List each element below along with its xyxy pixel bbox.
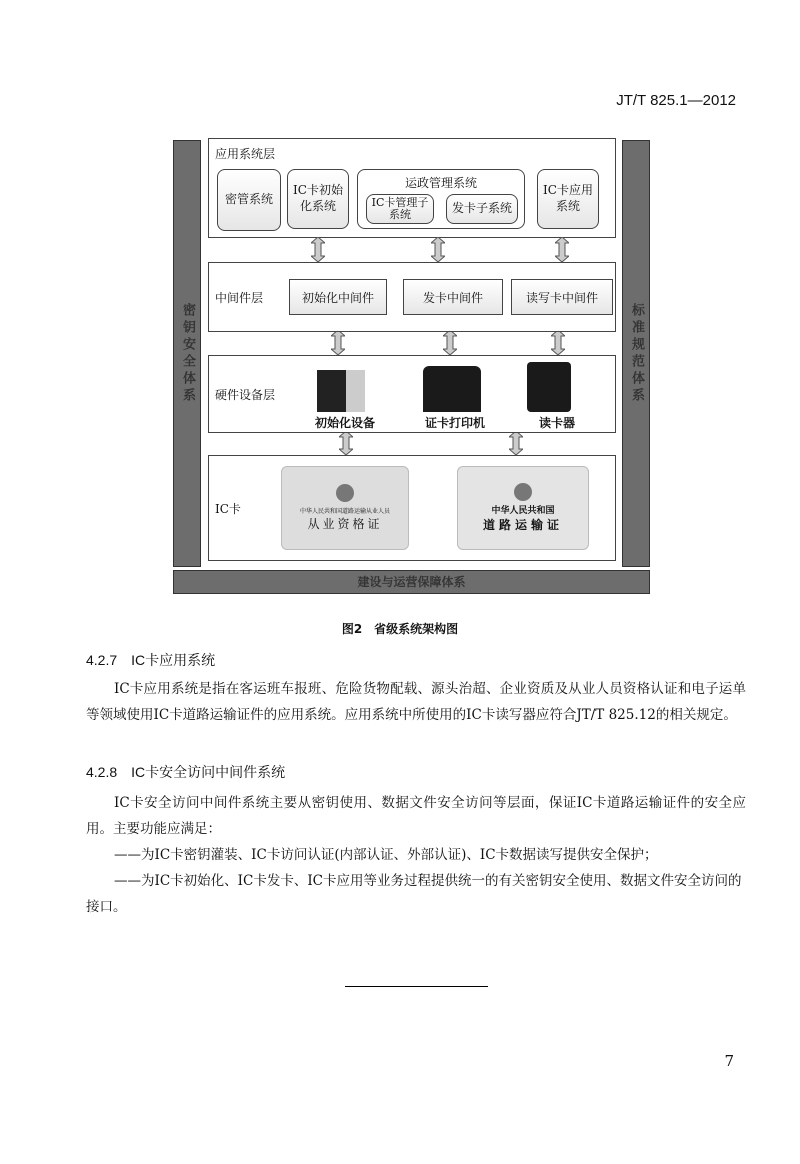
- document-number: JT/T 825.1—2012: [616, 92, 736, 109]
- reader-label: 读卡器: [539, 416, 576, 430]
- ic-init-system: IC卡初始化系统: [287, 169, 349, 229]
- qualification-card-image: [281, 466, 409, 550]
- paragraph: IC卡应用系统是指在客运班车报班、危险货物配载、源头治超、企业资质及从业人员资格认证和电子运单等领域使用IC卡道路运输证件的应用系统。应用系统中所使用的IC卡读写器应符合JT/T 825.12的相关规定。: [86, 681, 746, 723]
- double-arrow-icon: [339, 431, 349, 455]
- list-item: ——为IC卡密钥灌装、IC卡访问认证(内部认证、外部认证)、IC卡数据读写提供安全保护；: [114, 847, 658, 863]
- layer-label: 硬件设备层: [215, 388, 276, 402]
- key-mgmt-system: 密管系统: [217, 169, 281, 231]
- printer-label: 证卡打印机: [425, 416, 486, 430]
- init-middleware: 初始化中间件: [289, 279, 387, 315]
- double-arrow-icon: [551, 330, 561, 355]
- ic-card-layer: [208, 455, 616, 561]
- ic-app-system: IC卡应用系统: [537, 169, 599, 229]
- transport-card-image: [457, 466, 589, 550]
- middleware-layer: [208, 262, 616, 332]
- end-rule: [345, 986, 488, 987]
- double-arrow-icon: [509, 431, 519, 455]
- layer-label: 中间件层: [215, 291, 264, 305]
- card2-subtitle: 中华人民共和国: [491, 506, 555, 516]
- ic-mgmt-subsystem: IC卡管理子系统: [366, 194, 434, 224]
- init-device-label: 初始化设备: [315, 416, 376, 430]
- left-bar-label: 密钥安全体系: [180, 302, 196, 405]
- paragraph: IC卡安全访问中间件系统主要从密钥使用、数据文件安全访问等层面，保证IC卡道路运输证件的安全应用。主要功能应满足：: [86, 795, 746, 837]
- double-arrow-icon: [443, 330, 453, 355]
- emblem-icon: [514, 483, 532, 501]
- card1-title: 从业资格证: [307, 517, 383, 531]
- layer-label: IC卡: [215, 502, 241, 516]
- section-heading: 4.2.8 IC卡安全访问中间件系统: [86, 764, 286, 780]
- list-item: ——为IC卡初始化、IC卡发卡、IC卡应用等业务过程提供统一的有关密钥安全使用、数据文件安全访问的接口。: [86, 873, 742, 915]
- transport-mgmt-system: [357, 169, 525, 229]
- right-bar-label: 标准规范体系: [629, 302, 645, 405]
- hardware-layer: [208, 355, 616, 433]
- issue-middleware: 发卡中间件: [403, 279, 503, 315]
- printer-image: [423, 366, 481, 412]
- layer-label: 应用系统层: [215, 147, 276, 161]
- key-security-system-bar: [173, 140, 201, 567]
- double-arrow-icon: [555, 237, 565, 262]
- page-number: 7: [724, 1052, 734, 1070]
- card2-title: 道路运输证: [482, 518, 563, 532]
- double-arrow-icon: [431, 237, 441, 262]
- app-system-layer: [208, 138, 616, 238]
- double-arrow-icon: [331, 330, 341, 355]
- init-device-image: [317, 370, 365, 412]
- figure-caption: 图2 省级系统架构图: [341, 622, 459, 636]
- operation-assurance-bar: 建设与运营保障体系: [173, 570, 650, 594]
- emblem-icon: [336, 484, 354, 502]
- section-heading: 4.2.7 IC卡应用系统: [86, 652, 216, 668]
- standards-system-bar: [622, 140, 650, 567]
- double-arrow-icon: [311, 237, 321, 262]
- reader-image: [527, 362, 571, 412]
- transport-mgmt-label: 运政管理系统: [404, 176, 477, 190]
- card-issue-subsystem: 发卡子系统: [446, 194, 518, 224]
- read-write-middleware: 读写卡中间件: [511, 279, 613, 315]
- card1-subtitle: 中华人民共和国道路运输从业人员: [299, 508, 390, 515]
